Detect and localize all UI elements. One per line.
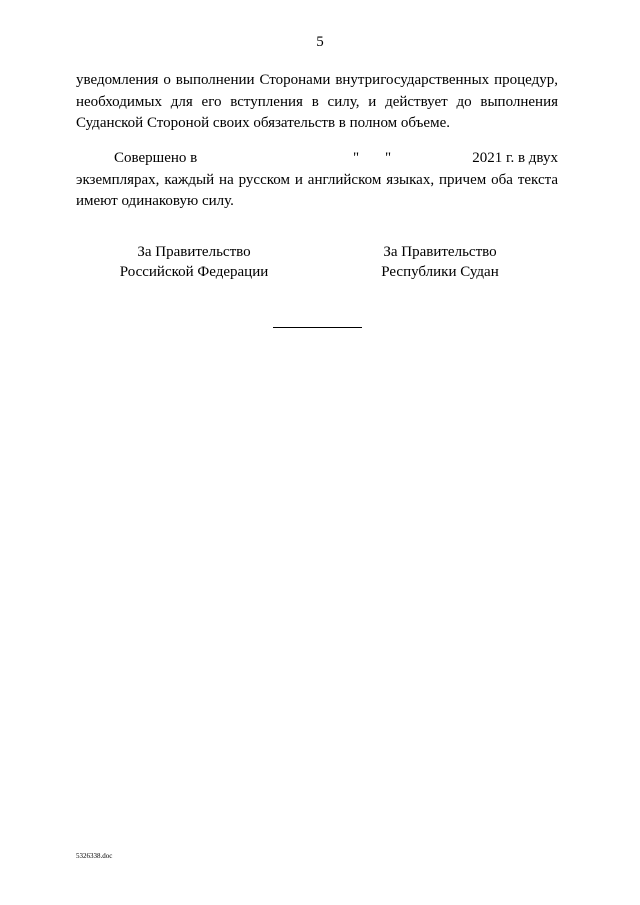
closing-paragraph bbox=[76, 70, 558, 135]
end-divider bbox=[273, 327, 362, 328]
done-at-text: Совершено в bbox=[114, 150, 198, 166]
signature-block-sudan bbox=[350, 243, 530, 282]
year-text: 2021 г. в двух bbox=[472, 150, 558, 166]
paragraph-line: необходимых для его вступления в силу, и действует до выполнения bbox=[76, 93, 558, 110]
date-quote-open: " bbox=[353, 150, 360, 166]
signature-heading: За Правительство bbox=[383, 244, 497, 260]
signature-heading: За Правительство bbox=[137, 244, 251, 260]
paragraph-line: экземплярах, каждый на русском и английском языках, причем оба текста bbox=[76, 171, 558, 188]
paragraph-line: уведомления о выполнении Сторонами внутригосударственных процедур, bbox=[76, 72, 558, 88]
paragraph-line: Суданской Стороной своих обязательств в полном объеме. bbox=[76, 115, 450, 131]
signature-block-russia bbox=[104, 243, 284, 282]
signature-party: Российской Федерации bbox=[119, 263, 269, 280]
date-quote-close: " bbox=[385, 150, 392, 166]
signature-party: Республики Судан bbox=[381, 263, 499, 280]
execution-paragraph bbox=[76, 148, 558, 213]
execution-date-line bbox=[76, 148, 558, 170]
file-reference: 5326338.doc bbox=[76, 852, 113, 860]
page-number: 5 bbox=[316, 34, 324, 50]
paragraph-line: имеют одинаковую силу. bbox=[76, 193, 234, 209]
